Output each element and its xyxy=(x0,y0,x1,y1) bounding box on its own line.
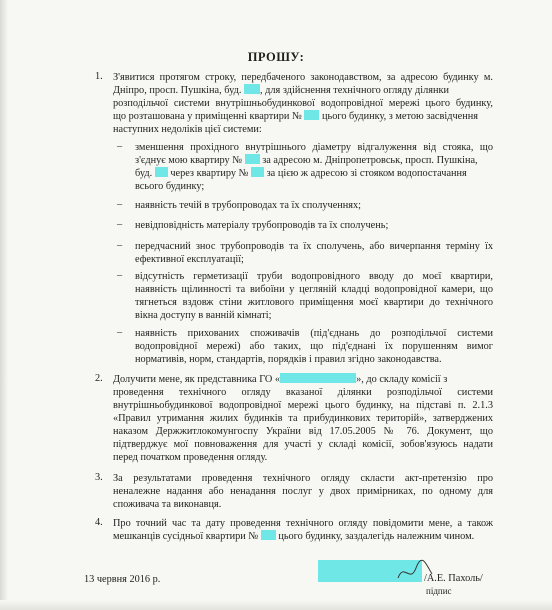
redacted-building-number xyxy=(155,167,168,177)
signature-label: підпис xyxy=(426,586,452,596)
item-2-line-7: перед початком проведення огляду. xyxy=(113,452,268,463)
bullet-4-line-2: ефективної експлуатації; xyxy=(135,254,244,265)
bullet-1-line-2: з'єднує мою квартиру № за адресою м. Дніпропетровськ, просп. Пушкіна, xyxy=(135,155,478,166)
item-3-line-3: споживача та виконавця. xyxy=(113,499,222,510)
redacted-building-number xyxy=(244,84,260,94)
item-3-line-1: За результатами проведення технічного огляду скласти акт-претензію про xyxy=(113,473,493,484)
bullet-3-line-1: невідповідність матеріалу трубопроводів та їх сполучень; xyxy=(135,220,389,231)
redacted-apartment-number xyxy=(261,530,276,540)
item-3-line-2: неналежне надання або ненадання послуг у двох примірниках, по одному для xyxy=(113,486,493,497)
bullet-dash: – xyxy=(117,270,123,281)
redacted-apartment-number xyxy=(245,154,260,164)
item-2-line-1: Долучити мене, як представника ГО « », до складу комісії з xyxy=(113,374,448,385)
bullet-6-line-2: водопровідної мережі) або таких, що під'єднані їх порушенням вимог xyxy=(135,341,493,352)
item-4-number: 4. xyxy=(95,517,103,528)
document-date: 13 червня 2016 р. xyxy=(84,574,161,585)
item-1-line-1: З'явитися протягом строку, передбаченого законодавством, за адресою будинку м. xyxy=(113,72,493,83)
item-2-line-4: «Правил утримання жилих будинків та прибудинкових територій», затверджених xyxy=(113,413,493,424)
item-2-number: 2. xyxy=(95,373,103,384)
bullet-dash: – xyxy=(117,141,123,152)
item-4-line-2: мешканців сусідньої квартири № цього будинку, заздалегідь належним чином. xyxy=(113,531,475,542)
bullet-1-line-1: зменшення прохідного внутрішнього діаметру відгалуження від стояка, що xyxy=(135,142,493,153)
item-3-number: 3. xyxy=(95,472,103,483)
scan-bottom-shadow xyxy=(0,600,552,610)
bullet-dash: – xyxy=(117,199,123,210)
item-2-line-5: наказом Держжитлокомунгоспу України від 17.05.2005 № 76. Документ, що xyxy=(113,426,493,437)
bullet-2-line-1: наявність течій в трубопроводах та їх сполученнях; xyxy=(135,200,362,211)
bullet-1-line-3: буд. через квартиру № за цією ж адресою зі стояком водопостачання xyxy=(135,168,467,179)
bullet-5-line-2: наявність щілинності та вибоїни у цегляній кладці водопровідної камери, що xyxy=(135,284,493,295)
redacted-apartment-number xyxy=(304,110,319,120)
item-2-line-2: проведення технічного огляду вказаної ділянки розподільчої системи xyxy=(113,387,493,398)
item-4-line-1: Про точний час та дату проведення технічного огляду повідомити мене, а також xyxy=(113,518,493,529)
item-1-line-3: розподільчої системи внутрішньобудинкової водопровідної мережі цього будинку, xyxy=(113,98,493,109)
redacted-apartment-number xyxy=(251,167,264,177)
item-1-number: 1. xyxy=(95,71,103,82)
item-1-line-5: наступних недоліків цієї системи: xyxy=(113,124,262,135)
item-1-line-2: Дніпро, просп. Пушкіна, буд. , для здійснення технічного огляду ділянки xyxy=(113,85,449,96)
bullet-5-line-3: тягнеться вздовж стіни житлового приміщення моєї квартири до технічного xyxy=(135,297,493,308)
item-1-line-4: що розташована у приміщенні квартири № цього будинку, з метою засвідчення xyxy=(113,111,478,122)
bullet-6-line-3: нормативів, норм, стандартів, порядків і правил згідно законодавства. xyxy=(135,354,442,365)
bullet-6-line-1: наявність прихованих споживачів (під'єднань до розподільчої системи xyxy=(135,328,493,339)
bullet-5-line-1: відсутність герметизації труби водопровідного вводу до моєї квартири, xyxy=(135,271,493,282)
bullet-1-line-4: всього будинку; xyxy=(135,181,205,192)
bullet-dash: – xyxy=(117,219,123,230)
item-2-line-3: внутрішньобудинкової водопровідної мережі цього будинку, на підставі п. 2.1.3 xyxy=(113,400,493,411)
bullet-dash: – xyxy=(117,240,123,251)
scan-edge-shadow xyxy=(0,0,8,610)
bullet-4-line-1: передчасний знос трубопроводів та їх сполучень, або вичерпання терміну їх xyxy=(135,241,493,252)
item-2-line-6: підтверджує мої повноваження для участі у складі комісії, зобов'язуюсь надати xyxy=(113,439,493,450)
bullet-dash: – xyxy=(117,327,123,338)
redacted-organization-name xyxy=(280,373,356,383)
signatory-name: /А.Е. Пахоль/ xyxy=(424,573,483,584)
document-title: ПРОШУ: xyxy=(247,50,305,64)
bullet-5-line-4: вікна доступу в ванній кімнаті; xyxy=(135,310,272,321)
